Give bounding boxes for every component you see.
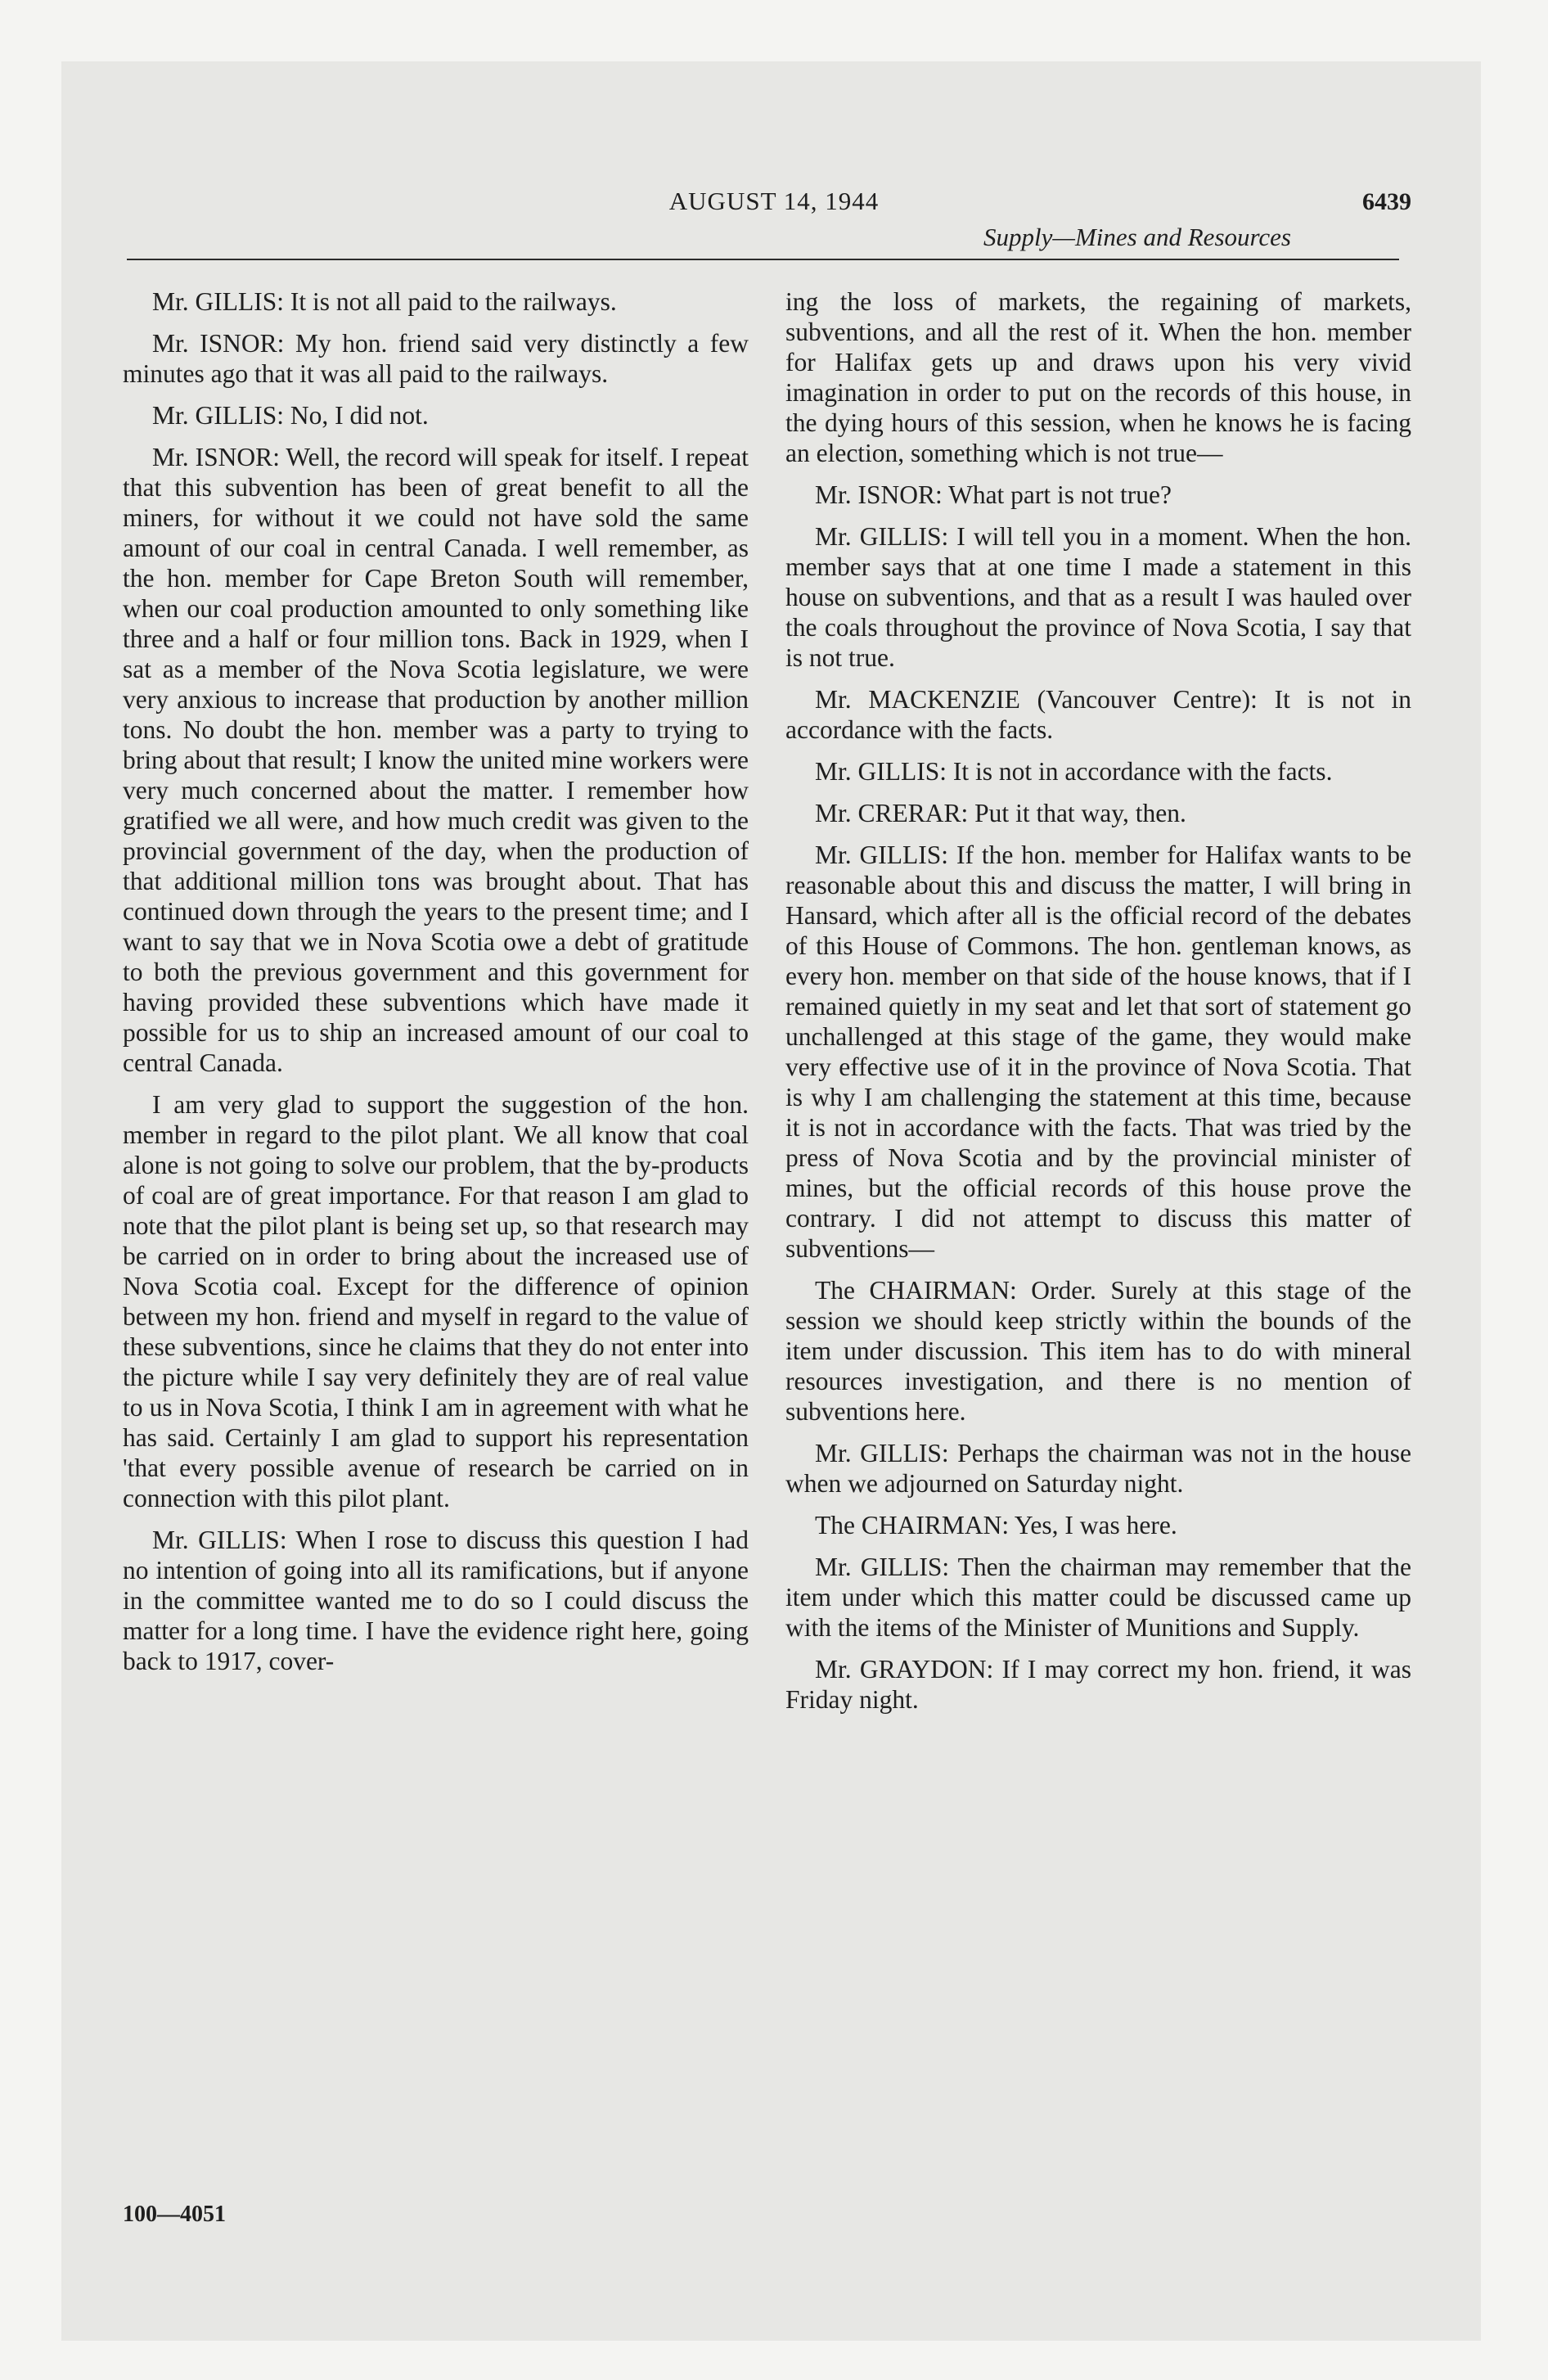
- paragraph: Mr. GILLIS: I will tell you in a moment. When the hon. member says that at one time I made a statement in this house on subventions, and that as a result I was hauled over the coals throughout the province of Nova Scotia, I say that is not true.: [785, 522, 1411, 672]
- paragraph: Mr. GILLIS: It is not all paid to the railways.: [152, 287, 617, 316]
- paragraph: Mr. GILLIS: No, I did not.: [152, 401, 429, 430]
- header-rule: [127, 259, 1399, 260]
- page-number: 6439: [1362, 188, 1411, 215]
- left-column: [123, 286, 749, 1688]
- footer-signature: 100—4051: [123, 2202, 226, 2227]
- paragraph: The CHAIRMAN: Yes, I was here.: [815, 1511, 1177, 1539]
- paragraph: Mr. ISNOR: Well, the record will speak for itself. I repeat that this subvention has been of great benefit to all the miners, for without it we could not have sold the same amount of our coal in central Canada. I well remember, as the hon. member for Cape Breton South will remember, when our coal production amounted to only something like three and a half or four million tons. Back in 1929, when I sat as a member of the Nova Scotia legislature, we were very anxious to increase that production by another million tons. No doubt the hon. member was a party to trying to bring about that result; I know the united mine workers were very much concerned about the matter. I remember how gratified we all were, and how much credit was given to the provincial government of the day, when the production of that additional million tons was brought about. That has continued down through the years to the present time; and I want to say that we in Nova Scotia owe a debt of gratitude to both the previous government and this government for having provided these subventions which have made it possible for us to ship an increased amount of our coal to central Canada.: [123, 443, 749, 1077]
- paragraph: ing the loss of markets, the regaining of markets, subventions, and all the rest of it. When the hon. member for Halifax gets up and draws upon his very vivid imagination in order to put on the records of this house, in the dying hours of this session, when he knows he is facing an election, something which is not true—: [785, 287, 1411, 467]
- page-date: AUGUST 14, 1944: [668, 187, 880, 215]
- paragraph: Mr. GILLIS: Then the chairman may remember that the item under which this matter could be discussed came up with the items of the Minister of Munitions and Supply.: [785, 1553, 1411, 1642]
- paragraph: The CHAIRMAN: Order. Surely at this stage of the session we should keep strictly within the bounds of the item under discussion. This item has to do with mineral resources investigation, and there is no mention of subventions here.: [785, 1276, 1411, 1426]
- paragraph: Mr. GRAYDON: If I may correct my hon. friend, it was Friday night.: [785, 1655, 1411, 1714]
- paragraph: Mr. MACKENZIE (Vancouver Centre): It is not in accordance with the facts.: [785, 685, 1411, 744]
- paragraph: Mr. ISNOR: What part is not true?: [815, 480, 1172, 509]
- paragraph: Mr. GILLIS: Perhaps the chairman was not in the house when we adjourned on Saturday night.: [785, 1439, 1411, 1498]
- page-subject: Supply—Mines and Resources: [983, 223, 1291, 251]
- paragraph: Mr. CRERAR: Put it that way, then.: [815, 799, 1186, 827]
- paragraph: Mr. ISNOR: My hon. friend said very distinctly a few minutes ago that it was all paid to the railways.: [123, 329, 749, 388]
- right-column: [785, 286, 1411, 1726]
- paragraph: Mr. GILLIS: When I rose to discuss this question I had no intention of going into all its ramifications, but if anyone in the committee wanted me to do so I could discuss the matter for a long time. I have the evidence right here, going back to 1917, cover-: [123, 1526, 749, 1675]
- paragraph: Mr. GILLIS: If the hon. member for Halifax wants to be reasonable about this and discuss the matter, I will bring in Hansard, which after all is the official record of the debates of this House of Commons. The hon. gentleman knows, as every hon. member on that side of the house knows, that if I remained quietly in my seat and let that sort of statement go unchallenged at this stage of the game, they would make very effective use of it in the province of Nova Scotia. That is why I am challenging the statement at this time, because it is not in accordance with the facts. That was tried by the press of Nova Scotia and by the provincial minister of mines, but the official records of this house prove the contrary. I did not attempt to discuss this matter of subventions—: [785, 841, 1411, 1263]
- paragraph: I am very glad to support the suggestion of the hon. member in regard to the pilot plant. We all know that coal alone is not going to solve our problem, that the by-products of coal are of great importance. For that reason I am glad to note that the pilot plant is being set up, so that research may be carried on in order to bring about the increased use of Nova Scotia coal. Except for the difference of opinion between my hon. friend and myself in regard to the value of these subventions, since he claims that they do not enter into the picture while I say very definitely they are of real value to us in Nova Scotia, I think I am in agreement with what he has said. Certainly I am glad to support his representation 'that every possible avenue of research be carried on in connection with this pilot plant.: [123, 1090, 749, 1512]
- paragraph: Mr. GILLIS: It is not in accordance with the facts.: [815, 757, 1333, 786]
